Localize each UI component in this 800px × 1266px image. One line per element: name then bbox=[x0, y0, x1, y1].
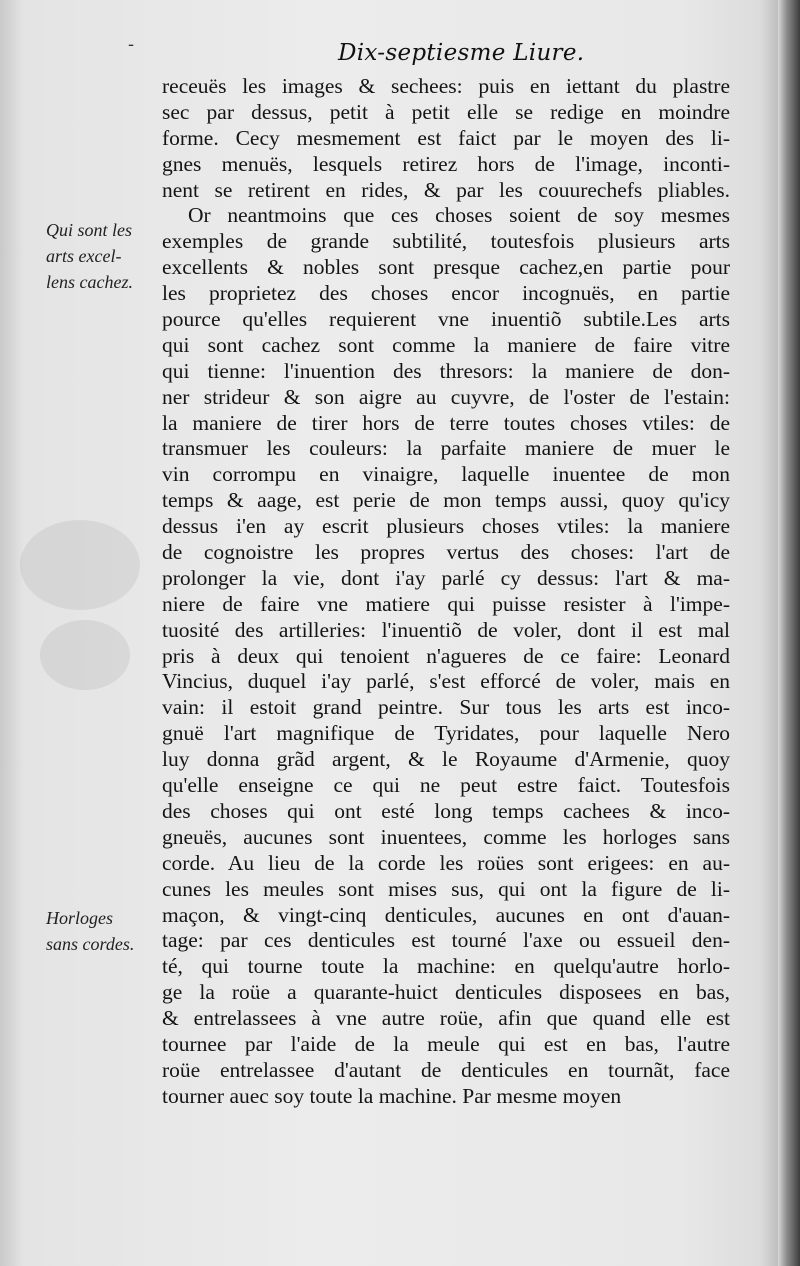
text-line: prolonger la vie, dont i'ay parlé cy dessus: l'art & ma- bbox=[162, 565, 730, 590]
text-line: tournee par l'aide de la meule qui est en bas, l'autre bbox=[162, 1031, 730, 1056]
margin-note-line: arts excel- bbox=[46, 245, 122, 266]
text-line: pource qu'elles requierent vne inuentiõ subtile.Les arts bbox=[162, 307, 730, 332]
text-line: gnuë l'art magnifique de Tyridates, pour laquelle Nero bbox=[162, 721, 730, 746]
text-line: roüe entrelassee d'autant de denticules en tournãt, face bbox=[162, 1057, 730, 1082]
text-line: tage: par ces denticules est tourné l'axe ou essueil den- bbox=[162, 928, 730, 953]
text-line: ge la roüe a quarante-huict denticules disposees en bas, bbox=[162, 980, 730, 1005]
text-line: qui sont cachez sont comme la maniere de faire vitre bbox=[162, 332, 730, 357]
text-line: ner strideur & son aigre au cuyvre, de l'oster de l'estain: bbox=[162, 384, 730, 409]
running-head: Dix-septiesme Liure. bbox=[338, 40, 585, 66]
page-gutter-shadow bbox=[778, 0, 800, 1266]
text-line: & entrelassees à vne autre roüe, afin que quand elle est bbox=[162, 1006, 730, 1031]
text-line: Vincius, duquel i'ay parlé, s'est efforcé de voler, mais en bbox=[162, 669, 730, 694]
text-line: temps & aage, est perie de mon temps aussi, quoy qu'icy bbox=[162, 488, 730, 513]
top-mark: - bbox=[128, 34, 135, 55]
text-line: pris à deux qui tenoient n'agueres de ce faire: Leonard bbox=[162, 643, 730, 668]
text-line: corde. Au lieu de la corde les roües sont erigees: en au- bbox=[162, 850, 730, 875]
text-line: cunes les meules sont mises sus, qui ont la figure de li- bbox=[162, 876, 730, 901]
text-line: receuës les images & sechees: puis en iettant du plastre bbox=[162, 74, 730, 98]
text-line: vin corrompu en vinaigre, laquelle inuentee de mon bbox=[162, 462, 730, 487]
text-line: té, qui tourne toute la machine: en quelqu'autre horlo- bbox=[162, 954, 730, 979]
paper-stain bbox=[40, 620, 130, 690]
text-line: nent se retirent en rides, & par les couurechefs pliables. bbox=[162, 177, 730, 202]
text-line: gneuës, aucunes sont inuentees, comme les horloges sans bbox=[162, 824, 730, 849]
margin-note-clocks bbox=[46, 906, 164, 958]
paper-stain bbox=[20, 520, 140, 610]
text-line: qui tienne: l'inuention des thresors: la maniere de don- bbox=[162, 358, 730, 383]
text-line: qu'elle enseigne ce qui ne peut estre faict. Toutesfois bbox=[162, 773, 730, 798]
text-line: excellents & nobles sont presque cachez,en partie pour bbox=[162, 255, 730, 280]
text-line: Or neantmoins que ces choses soient de soy mesmes bbox=[188, 203, 730, 228]
text-line: niere de faire vne matiere qui puisse resister à l'impe- bbox=[162, 591, 730, 616]
text-line: tuosité des artilleries: l'inuentiõ de voler, dont il est mal bbox=[162, 617, 730, 642]
body-text bbox=[162, 74, 730, 1110]
text-line: dessus i'en ay escrit plusieurs choses vtiles: la maniere bbox=[162, 514, 730, 539]
text-line: luy donna grãd argent, & le Royaume d'Armenie, quoy bbox=[162, 747, 730, 772]
text-line: forme. Cecy mesmement est faict par le moyen des li- bbox=[162, 125, 730, 150]
text-line: gnes menuës, lesquels retirez hors de l'image, inconti- bbox=[162, 151, 730, 176]
text-line: maçon, & vingt-cinq denticules, aucunes en ont d'auan- bbox=[162, 902, 730, 927]
margin-note-hidden-arts bbox=[46, 218, 164, 296]
text-line: sec par dessus, petit à petit elle se redige en moindre bbox=[162, 99, 730, 124]
margin-note-line: sans cordes. bbox=[46, 933, 135, 954]
text-line: transmuer les couleurs: la parfaite maniere de muer le bbox=[162, 436, 730, 461]
text-line: la maniere de tirer hors de terre toutes choses vtiles: de bbox=[162, 410, 730, 435]
text-line: les proprietez des choses encor incognuës, en partie bbox=[162, 281, 730, 306]
margin-note-line: Qui sont les bbox=[46, 220, 133, 240]
text-line: exemples de grande subtilité, toutesfois plusieurs arts bbox=[162, 229, 730, 254]
margin-note-line: lens cachez. bbox=[46, 271, 133, 292]
text-line: tourner auec soy toute la machine. Par mesme moyen bbox=[162, 1083, 622, 1108]
text-line: vain: il estoit grand peintre. Sur tous les arts est inco- bbox=[162, 695, 730, 720]
text-line: des choses qui ont esté long temps cachees & inco- bbox=[162, 798, 730, 823]
margin-note-line: Horloges bbox=[46, 908, 113, 928]
text-line: de cognoistre les propres vertus des choses: l'art de bbox=[162, 540, 730, 565]
